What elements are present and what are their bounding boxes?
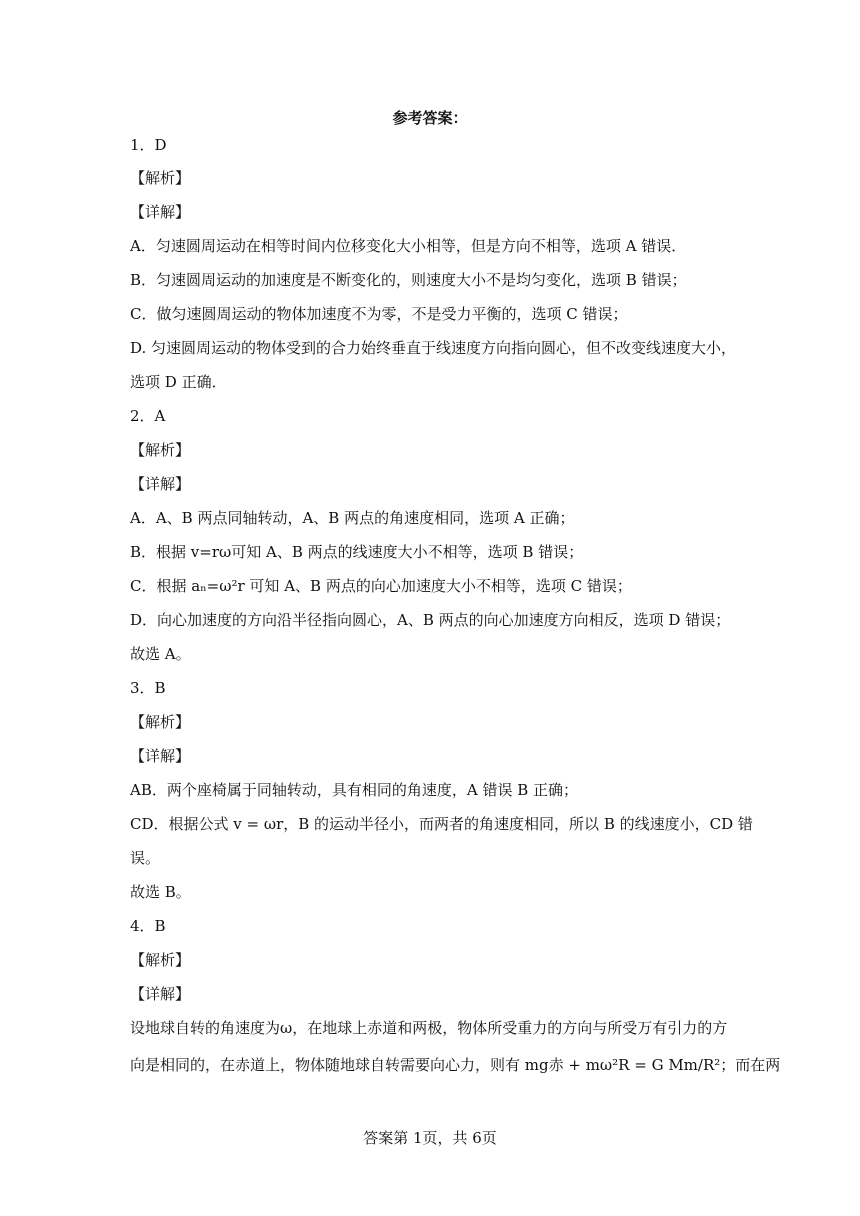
answer-number: 2．A <box>130 407 166 425</box>
section-heading: 【解析】 <box>130 441 191 459</box>
text-line: C．做匀速圆周运动的物体加速度不为零，不是受力平衡的，选项 C 错误； <box>130 305 628 323</box>
text-line: 误。 <box>130 849 161 867</box>
answer-number: 1．D <box>130 136 167 154</box>
text-line: CD．根据公式 v = ωr，B 的运动半径小，而两者的角速度相同，所以 B 的线速度小，CD 错 <box>130 815 753 833</box>
section-heading: 【详解】 <box>130 475 191 493</box>
text-line: A．A、B 两点同轴转动，A、B 两点的角速度相同，选项 A 正确； <box>130 509 575 527</box>
answer-number: 3．B <box>130 679 166 697</box>
page-footer: 答案第 1页，共 6页 <box>363 1129 497 1147</box>
text-line: AB．两个座椅属于同轴转动，具有相同的角速度，A 错误 B 正确； <box>130 781 579 799</box>
answer-number: 4．B <box>130 917 166 935</box>
section-heading: 【解析】 <box>130 951 191 969</box>
section-heading: 【解析】 <box>130 169 191 187</box>
text-line: 故选 A。 <box>130 645 191 663</box>
text-line: D. 匀速圆周运动的物体受到的合力始终垂直于线速度方向指向圆心，但不改变线速度大小， <box>130 339 737 357</box>
answer-title: 参考答案： <box>392 109 468 127</box>
text-line: A．匀速圆周运动在相等时间内位移变化大小相等，但是方向不相等，选项 A 错误． <box>130 237 687 255</box>
text-line: D．向心加速度的方向沿半径指向圆心，A、B 两点的向心加速度方向相反，选项 D 错误； <box>130 611 731 629</box>
text-line: 选项 D 正确． <box>130 373 227 391</box>
text-line: B．根据 v=rω可知 A、B 两点的线速度大小不相等，选项 B 错误； <box>130 543 584 561</box>
section-heading: 【详解】 <box>130 985 191 1003</box>
section-heading: 【详解】 <box>130 203 191 221</box>
text-line: 向是相同的，在赤道上，物体随地球自转需要向心力，则有 mg赤 + mω²R = G Mm/R²；而在两 <box>130 1056 781 1074</box>
text-line: 故选 B。 <box>130 883 191 901</box>
text-line: 设地球自转的角速度为ω，在地球上赤道和两极，物体所受重力的方向与所受万有引力的方 <box>130 1019 728 1037</box>
text-line: B．匀速圆周运动的加速度是不断变化的，则速度大小不是均匀变化，选项 B 错误； <box>130 271 687 289</box>
section-heading: 【详解】 <box>130 747 191 765</box>
text-line: C．根据 aₙ=ω²r 可知 A、B 两点的向心加速度大小不相等，选项 C 错误； <box>130 577 632 595</box>
section-heading: 【解析】 <box>130 713 191 731</box>
